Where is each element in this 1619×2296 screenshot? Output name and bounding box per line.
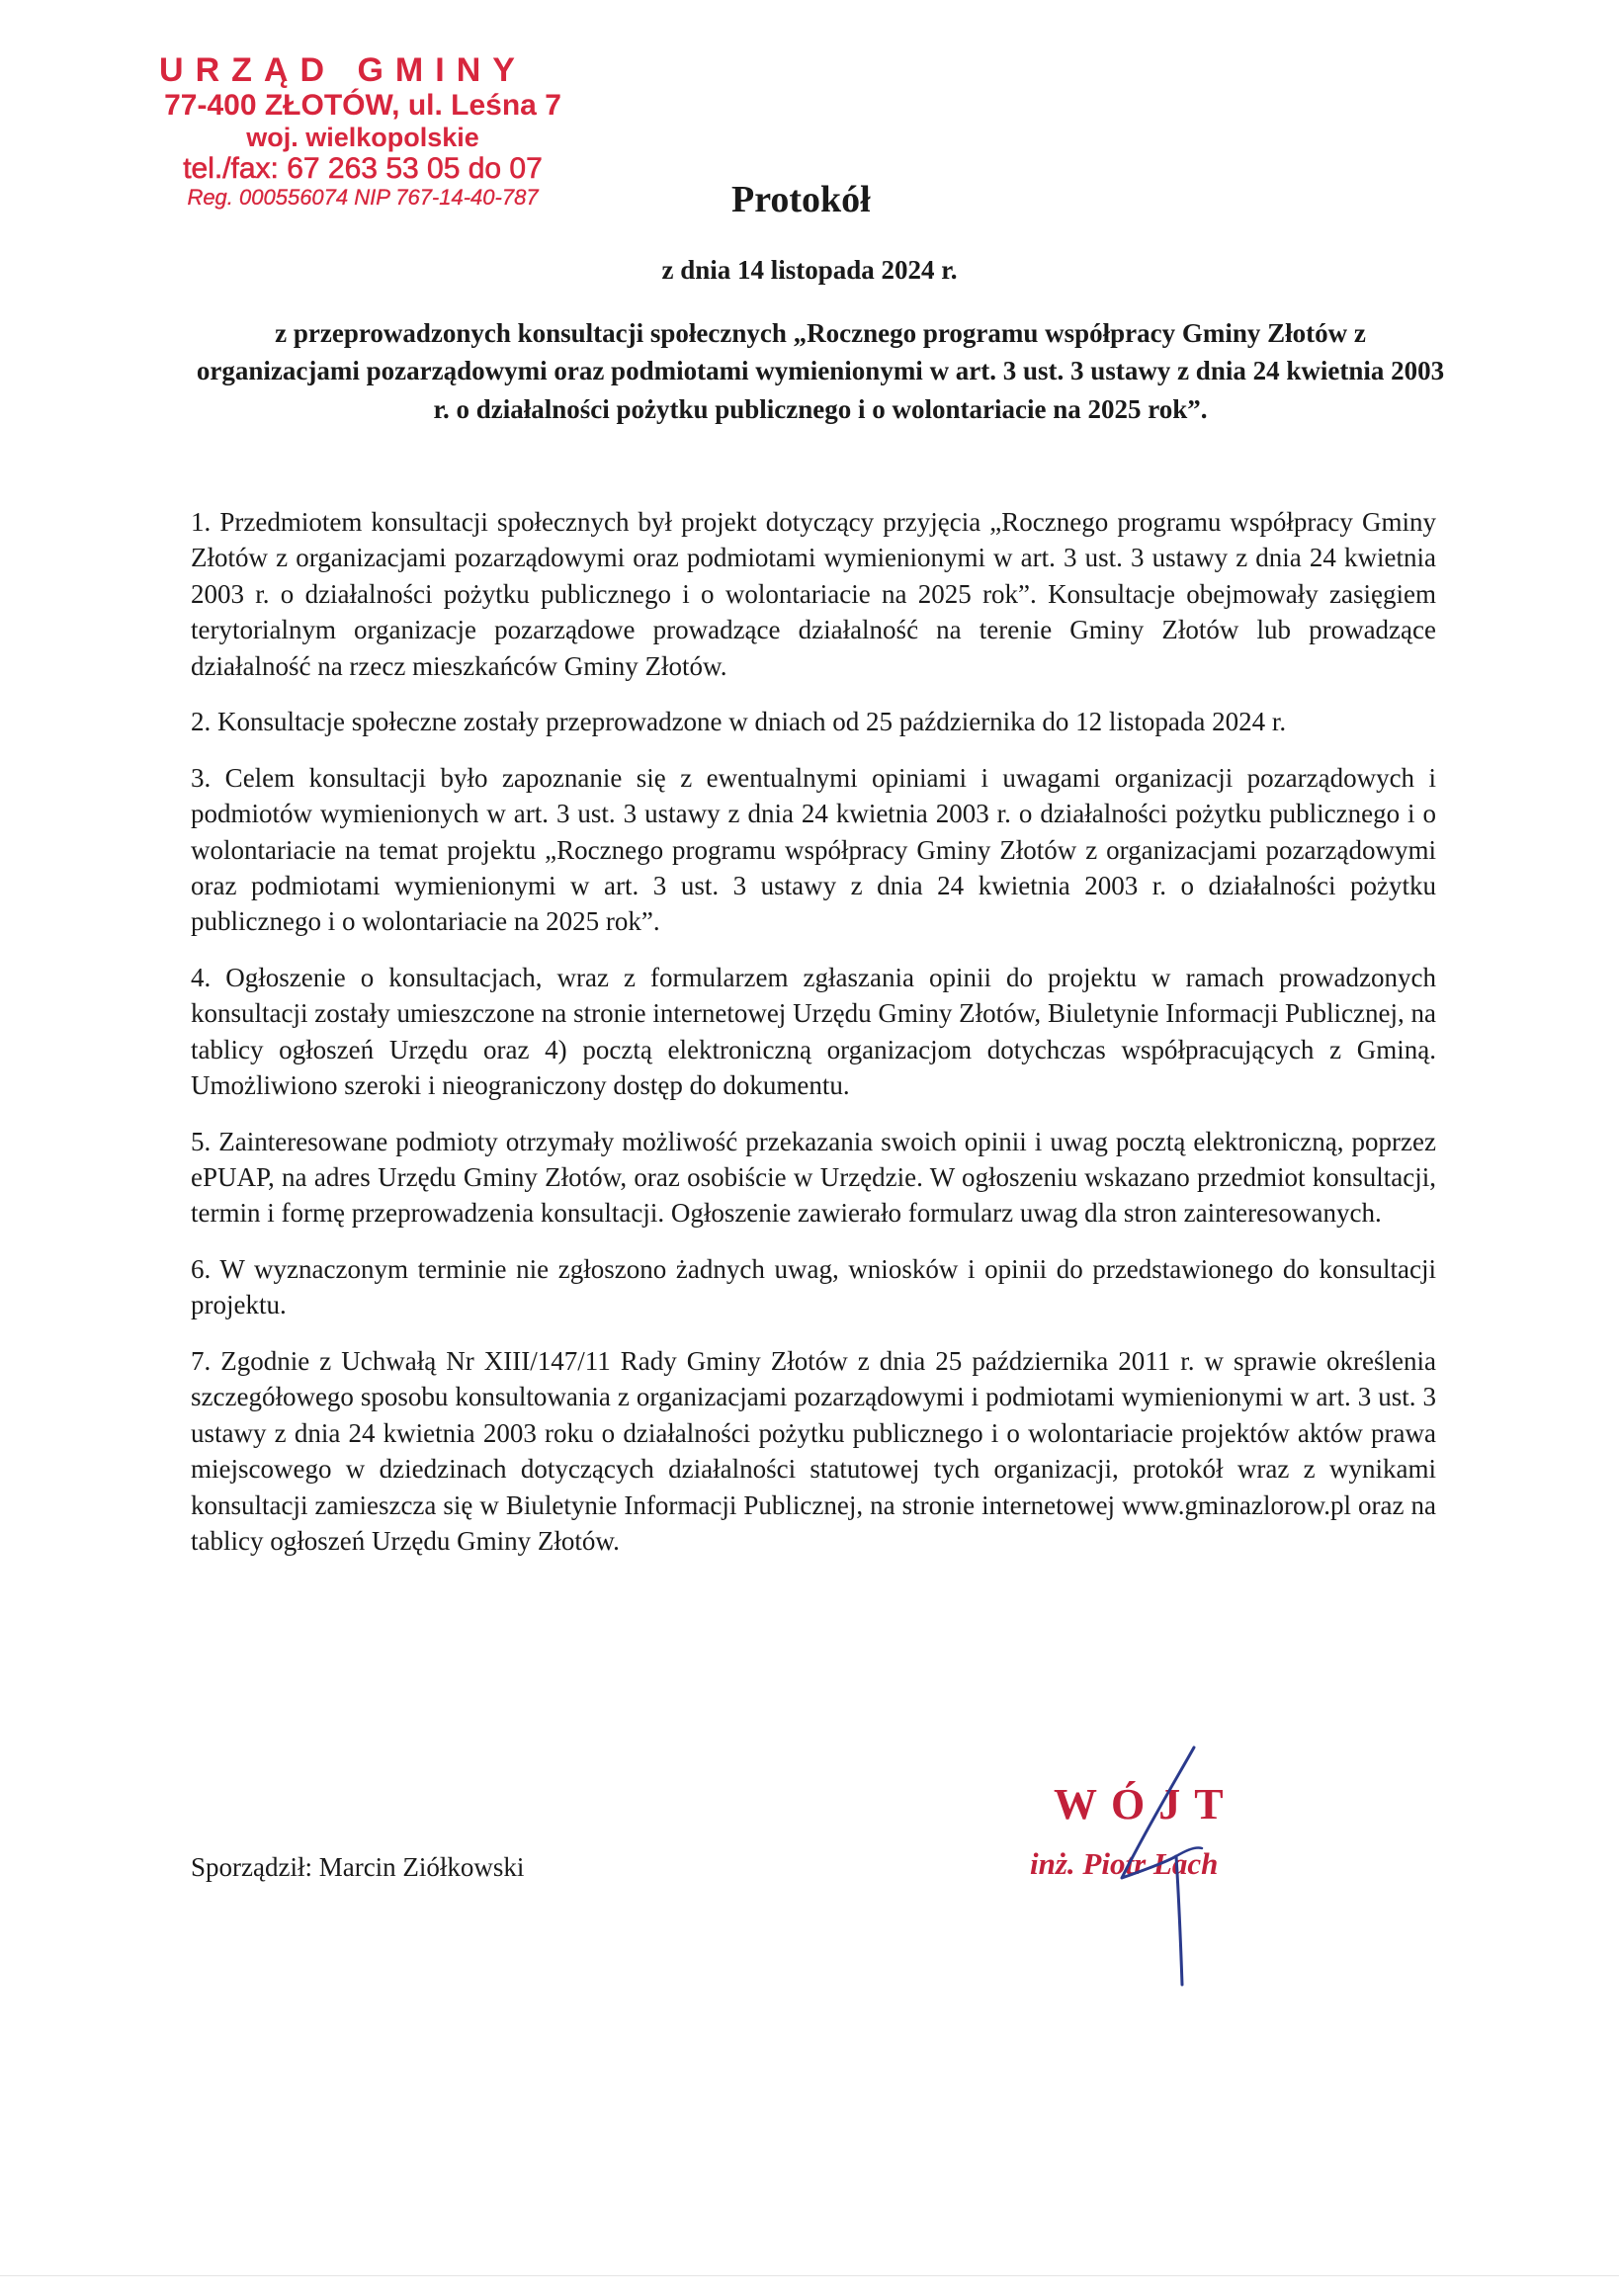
signature-title: WÓJT [1054,1780,1237,1828]
paragraph-7: 7. Zgodnie z Uchwałą Nr XIII/147/11 Rady Gminy Złotów z dnia 25 października 2011 r. w sprawie określenia szczegółowego sposobu konsultowania z organizacjami pozarządowymi i podmiotami wymienionymi w art. 3 ust. 3 ustawy z dnia 24 kwietnia 2003 roku o działalności pożytku publicznego i o wolontariacie projektów aktów prawa miejscowego w dziedzinach dotyczących działalności statutowej tych organizacji, protokół wraz z wynikami konsultacji zamieszcza się w Biuletynie Informacji Publicznej, na stronie internetowej www.gminazlorow.pl oraz na tablicy ogłoszeń Urzędu Gminy Złotów. [191,1345,1436,1556]
office-stamp [130,51,595,210]
document-title: Protokół [731,179,871,220]
paragraph-3: 3. Celem konsultacji było zapoznanie się z ewentualnymi opiniami i uwagami organizacji pozarządowych i podmiotów wymienionych w art. 3 ust. 3 ustawy z dnia 24 kwietnia 2003 r. o działalności pożytku publicznego i o wolontariacie na temat projektu „Rocznego programu współpracy Gminy Złotów z organizacjami pozarządowymi oraz podmiotami wymienionymi w art. 3 ust. 3 ustawy z dnia 24 kwietnia 2003 r. o działalności pożytku publicznego i o wolontariacie na 2025 rok”. [191,762,1436,937]
stamp-registry: Reg. 000556074 NIP 767-14-40-787 [187,184,539,210]
paragraph-4: 4. Ogłoszenie o konsultacjach, wraz z formularzem zgłaszania opinii do projektu w ramach prowadzonych konsultacji zostały umieszczone na stronie internetowej Urzędu Gminy Złotów, Biuletynie Informacji Publicznej, na tablicy ogłoszeń Urzędu oraz 4) pocztą elektroniczną organizacjom dotychczas współpracujących z Gminą. Umożliwiono szeroki i nieograniczony dostęp do dokumentu. [191,962,1436,1101]
paragraph-1: 1. Przedmiotem konsultacji społecznych był projekt dotyczący przyjęcia „Rocznego programu współpracy Gminy Złotów z organizacjami pozarządowymi oraz podmiotami wymienionymi w art. 3 ust. 3 ustawy z dnia 24 kwietnia 2003 r. o działalności pożytku publicznego i o wolontariacie na 2025 rok”. Konsultacje obejmowały zasięgiem terytorialnym organizacje pozarządowe prowadzące działalność na terenie Gminy Złotów lub prowadzące działalność na rzecz mieszkańców Gminy Złotów. [191,507,1436,681]
paragraph-6: 6. W wyznaczonym terminie nie zgłoszono żadnych uwag, wniosków i opinii do przedstawionego do konsultacji projektu. [191,1253,1436,1320]
stamp-phone: tel./fax: 67 263 53 05 do 07 [183,151,543,185]
stamp-office-name: URZĄD GMINY [159,51,527,89]
stamp-voivodeship: woj. wielkopolskie [246,122,479,152]
paragraph-2: 2. Konsultacje społeczne zostały przeprowadzone w dniach od 25 października do 12 listopada 2024 r. [191,707,1287,737]
mayor-signature-stamp [1028,1740,1285,1997]
stamp-address: 77-400 ZŁOTÓW, ul. Leśna 7 [164,89,561,123]
handwritten-signature-icon [1028,1740,1285,1997]
signature-name: inż. Piotr Lach [1030,1846,1219,1881]
paragraph-5: 5. Zainteresowane podmioty otrzymały możliwość przekazania swoich opinii i uwag pocztą elektroniczną, poprzez ePUAP, na adres Urzędu Gminy Złotów, oraz osobiście w Urzędzie. W ogłoszeniu wskazano przedmiot konsultacji, termin i formę przeprowadzenia konsultacji. Ogłoszenie zawierało formularz uwag dla stron zainteresowanych. [191,1126,1436,1229]
document-date: z dnia 14 listopada 2024 r. [661,255,958,285]
document-body [191,504,1436,1578]
prepared-by: Sporządził: Marcin Ziółkowski [191,1852,525,1882]
document-subject: z przeprowadzonych konsultacji społecznych „Rocznego programu współpracy Gminy Złotów z organizacjami pozarządowymi oraz podmiotami wymienionymi w art. 3 ust. 3 ustawy z dnia 24 kwietnia 2003 r. o działalności pożytku publicznego i o wolontariacie na 2025 rok”. [196,318,1445,424]
scan-edge-line [0,2275,1619,2276]
